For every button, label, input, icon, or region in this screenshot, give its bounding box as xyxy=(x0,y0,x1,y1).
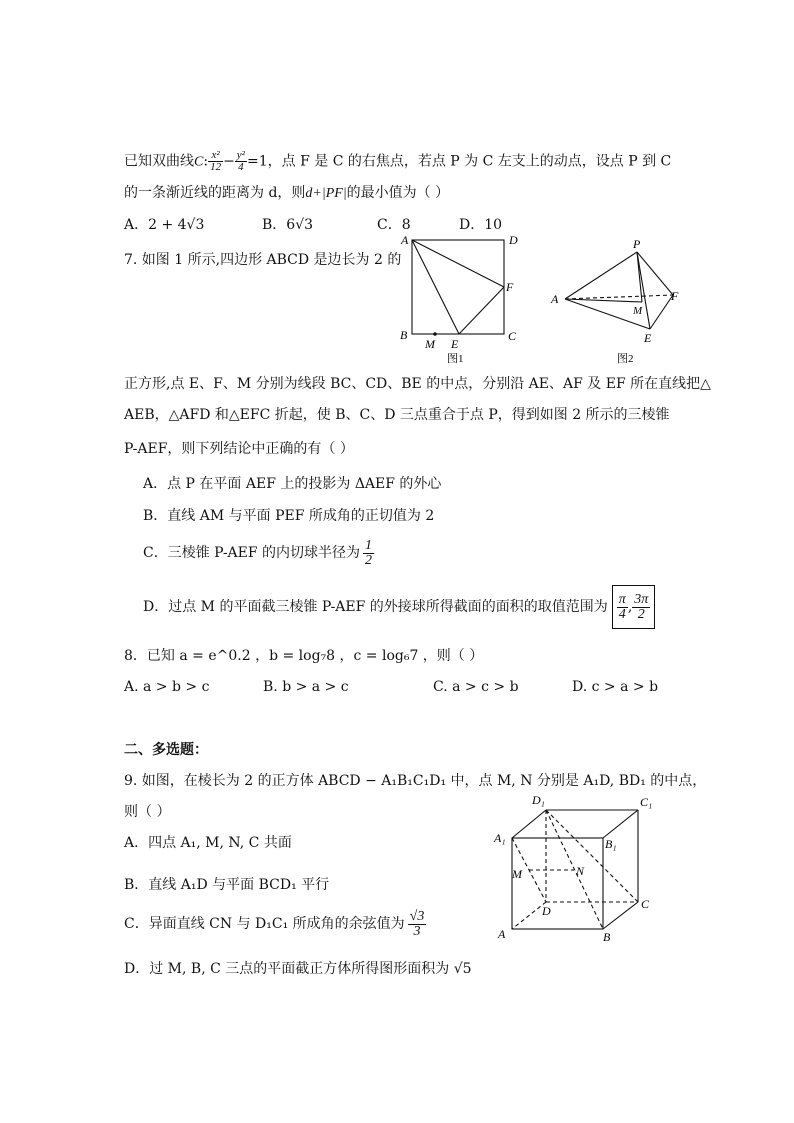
q9-option-a: A．四点 A₁, M, N, C 共面 xyxy=(124,835,292,851)
q7-line2: 正方形,点 E、F、M 分别为线段 BC、CD、BE 的中点，分别沿 AE、AF 及 EF 所在直线把△ xyxy=(124,376,711,392)
label-m2: M xyxy=(633,305,643,317)
q6-line1: 已知双曲线C: $\frac{\text{x²}}{12}$ − $\frac{\text{y²}}{4}$ =1，点 F 是 C 的右焦点，若点 P 为 C 左支上的动点，设点 P 到 C xyxy=(124,149,672,173)
q8-option-c: C. a > c > b xyxy=(433,679,519,695)
label-a: A xyxy=(401,233,409,247)
label-a1: A₁ xyxy=(494,831,506,845)
q7-option-d: D．过点 M 的平面截三棱锥 P-AEF 的外接球所得截面的面积的取值范围为 $\frac{\pi}{4}$ , $\frac{3\pi}{2}$ xyxy=(143,585,655,629)
segment-ef xyxy=(459,287,504,334)
figure-2-pyramid xyxy=(545,230,695,370)
label-c: C xyxy=(508,329,517,343)
point-m xyxy=(433,332,437,336)
label-n: N xyxy=(576,864,585,878)
label-b: B xyxy=(603,930,611,944)
q9-line1: 9. 如图，在棱长为 2 的正方体 ABCD − A₁B₁C₁D₁ 中，点 M, N 分别是 A₁D, BD₁ 的中点， xyxy=(124,773,707,789)
label-d: D xyxy=(542,904,551,918)
figure-cube xyxy=(490,790,670,950)
square-abcd xyxy=(412,240,504,334)
label-c: C xyxy=(641,897,650,911)
label-p: P xyxy=(633,237,641,251)
q7-line1: 7. 如图 1 所示,四边形 ABCD 是边长为 2 的 xyxy=(124,252,402,268)
q7-option-c-fraction: $\frac{1}{2}$ xyxy=(365,537,373,568)
q7-option-c: C．三棱锥 P-AEF 的内切球半径为 $\frac{1}{2}$ xyxy=(143,537,373,568)
label-m: M xyxy=(425,337,435,351)
label-c1: C₁ xyxy=(640,795,653,809)
figure-1-caption: 图1 xyxy=(447,353,464,365)
q8-stem: 8．已知 a = e^0.2 ，b = log₇8 ，c = log₆7 ，则（ ） xyxy=(124,648,484,664)
label-e2: E xyxy=(644,331,652,345)
q6-line2: 的一条渐近线的距离为 d，则d+|PF|的最小值为（ ） xyxy=(124,185,450,201)
label-a: A xyxy=(498,927,506,941)
q7-option-d-interval: $\frac{\pi}{4}$ , $\frac{3\pi}{2}$ xyxy=(612,585,655,629)
q7-line4: P-AEF，则下列结论中正确的有（ ） xyxy=(124,441,354,457)
figure-1-square xyxy=(395,230,525,370)
segment-bd1 xyxy=(546,810,603,929)
label-d1: D₁ xyxy=(532,793,545,807)
q9-option-d: D．过 M, B, C 三点的平面截正方体所得图形面积为 √5 xyxy=(124,961,472,977)
q6-option-b: B．6√3 xyxy=(262,217,314,233)
q6-line1-post: ，点 F 是 C 的右焦点，若点 P 为 C 左支上的动点，设点 P 到 C xyxy=(267,153,672,170)
q6-frac-y: $\frac{\text{y²}}{4}$ xyxy=(236,149,245,173)
q6-eq1: =1 xyxy=(246,153,268,170)
q6-option-a: A．2 + 4√3 xyxy=(124,217,205,233)
q9-line2: 则（ ） xyxy=(124,804,171,820)
label-e: E xyxy=(451,337,459,351)
q6-frac-x: $\frac{\text{x²}}{12}$ xyxy=(210,149,222,173)
q9-option-c-fraction: $\frac{√3}{3}$ xyxy=(409,908,425,939)
label-b1: B₁ xyxy=(605,837,617,851)
q6-line1-pre: 已知双曲线 xyxy=(124,153,194,170)
label-f2: F xyxy=(671,289,679,303)
label-b: B xyxy=(400,328,408,342)
q9-option-c: C．异面直线 CN 与 D₁C₁ 所成角的余弦值为 $\frac{√3}{3}$ xyxy=(124,908,425,939)
label-a2: A xyxy=(551,292,559,306)
label-m: M xyxy=(512,867,522,881)
q8-option-d: D. c > a > b xyxy=(572,679,659,695)
q7-option-a: A．点 P 在平面 AEF 上的投影为 ΔAEF 的外心 xyxy=(143,476,442,492)
q8-option-b: B. b > a > c xyxy=(263,679,349,695)
q8-option-a: A. a > b > c xyxy=(124,679,210,695)
q6-option-c: C．8 xyxy=(377,217,411,233)
q6-curve-label: C xyxy=(194,154,204,170)
label-f: F xyxy=(506,280,514,294)
section-title-multi-choice: 二、多选题： xyxy=(124,742,208,758)
q7-line3: AEB，△AFD 和△EFC 折起，使 B、C、D 三点重合于点 P，得到如图 2 所示的三棱锥 xyxy=(124,407,670,423)
q6-expr: d+|PF| xyxy=(305,186,347,201)
segment-af xyxy=(412,240,504,287)
segment-ae xyxy=(412,240,459,334)
figure-2-caption: 图2 xyxy=(617,353,634,365)
q9-option-b: B．直线 A₁D 与平面 BCD₁ 平行 xyxy=(124,877,330,893)
q6-option-d: D．10 xyxy=(459,217,503,233)
q7-option-b: B．直线 AM 与平面 PEF 所成角的正切值为 2 xyxy=(143,508,435,524)
label-d: D xyxy=(509,233,518,247)
